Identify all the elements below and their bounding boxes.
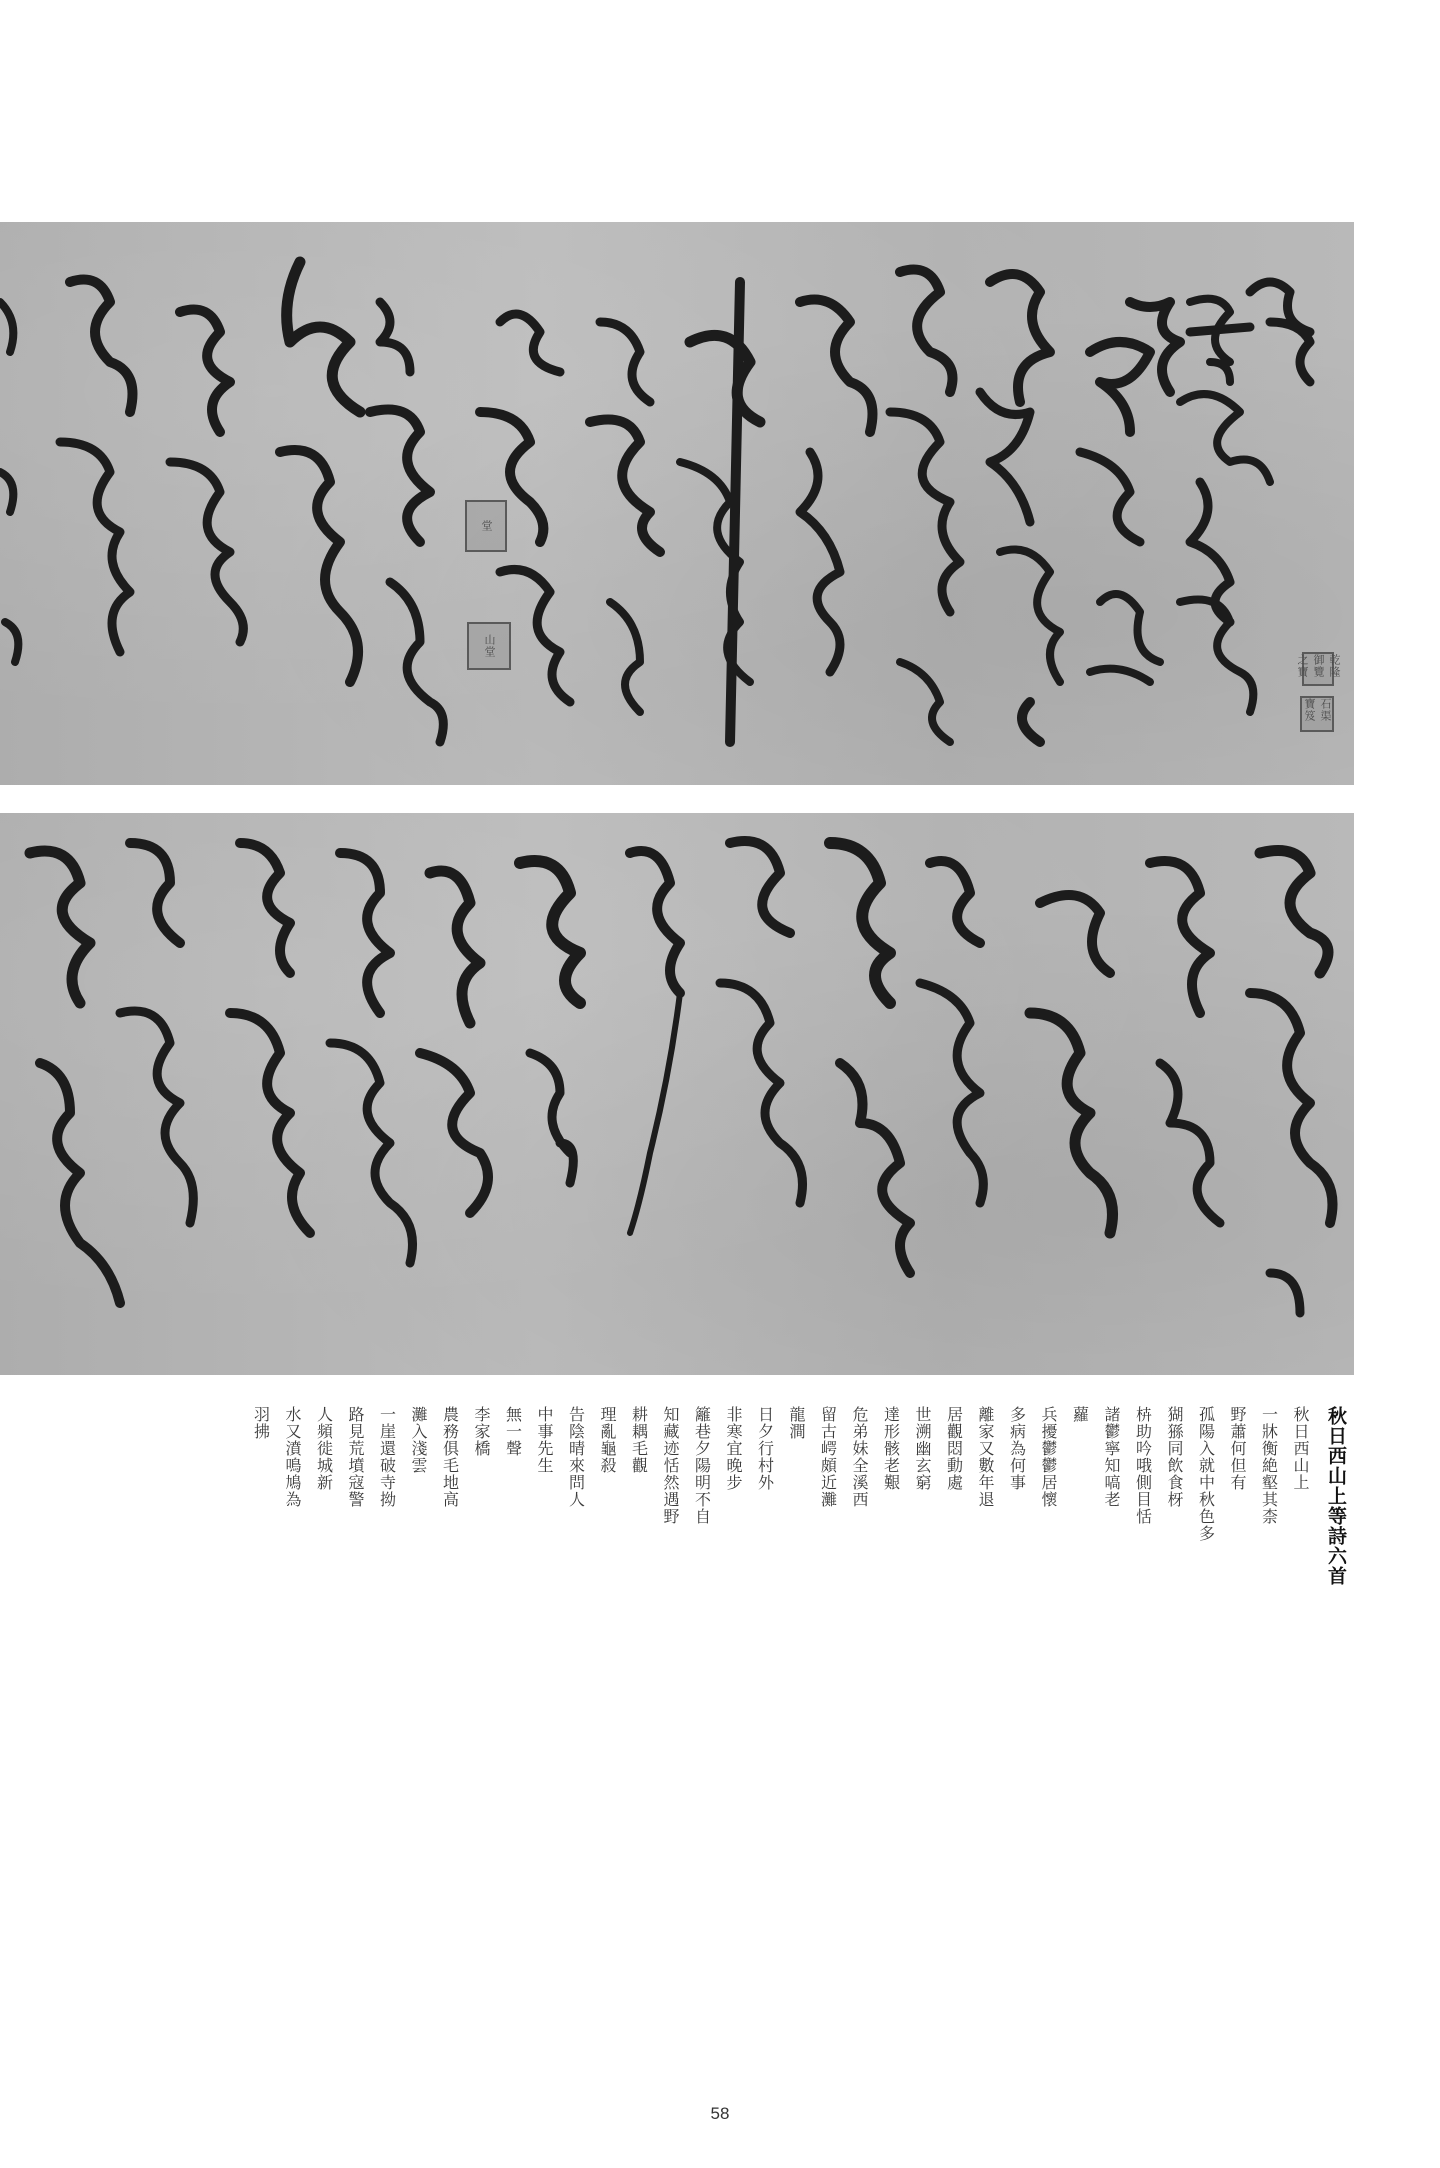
transcription-line: 居觀悶動處	[944, 1406, 964, 1491]
seal-inscription: 乾隆御覽之寶	[1296, 654, 1341, 678]
collector-seal	[1296, 652, 1341, 686]
transcription-line: 人頻徙城新	[314, 1406, 334, 1491]
transcription-line: 猢猻同飲食枒	[1165, 1406, 1184, 1508]
transcription-line: 中事先生	[535, 1406, 554, 1474]
transcription-line: 達形骸老艱	[881, 1406, 901, 1491]
transcription-line: 一崖還破寺拗	[377, 1406, 397, 1508]
transcription-line: 秋日西山上	[1291, 1406, 1310, 1491]
transcription-line: 蘿	[1070, 1406, 1090, 1423]
transcription-line: 多病為何事	[1007, 1406, 1027, 1491]
transcription-line: 非寒宜晚步	[724, 1406, 743, 1491]
transcription-line: 世溯幽玄窮	[913, 1406, 932, 1491]
transcription-line: 無一聲	[503, 1406, 523, 1457]
transcription-line: 危弟妹全溪西	[850, 1406, 869, 1508]
transcription-line: 孤陽入就中秋色多	[1196, 1406, 1216, 1542]
calligraphy-scroll-top	[0, 222, 1354, 785]
transcription-line: 枿助吟哦側目恬	[1133, 1406, 1153, 1525]
transcription-line: 籬巷夕陽明不自	[692, 1406, 712, 1525]
calligraphy-scroll-bottom	[0, 813, 1354, 1375]
transcription-line: 理亂龜殺	[598, 1406, 617, 1474]
collector-seal	[1300, 696, 1334, 732]
transcription-line: 路見荒墳寇警	[346, 1406, 365, 1508]
transcription-title: 秋日西山上等詩六首	[1325, 1406, 1347, 1586]
transcription-line: 李家橋	[472, 1406, 491, 1457]
transcription-line: 羽拂	[251, 1406, 271, 1440]
transcription-line: 日夕行村外	[755, 1406, 775, 1491]
transcription-block	[245, 1406, 1350, 1826]
page-number: 58	[710, 2104, 730, 2123]
collector-seal	[467, 622, 511, 670]
cursive-script-brushwork-top	[0, 222, 1354, 785]
transcription-line: 諸鬱寧知嗃老	[1102, 1406, 1121, 1508]
transcription-line: 留古崿頗近灘	[818, 1406, 838, 1508]
transcription-line: 農務俱毛地高	[440, 1406, 460, 1508]
transcription-line: 野蕭何但有	[1228, 1406, 1247, 1491]
transcription-line: 兵擾鬱鬱居懷	[1039, 1406, 1058, 1508]
seal-inscription: 堂	[480, 520, 493, 532]
transcription-line: 耕耦毛觀	[629, 1406, 649, 1474]
collector-seal	[465, 500, 507, 552]
transcription-line: 離家又數年退	[976, 1406, 995, 1508]
transcription-line: 水又濆鳴鳩為	[283, 1406, 302, 1508]
cursive-script-brushwork-bottom	[0, 813, 1354, 1375]
transcription-line: 一牀衡絶壑其柰	[1259, 1406, 1279, 1525]
seal-inscription: 石渠寶笈	[1303, 698, 1332, 722]
transcription-line: 龍澗	[787, 1406, 806, 1440]
transcription-line: 知藏迹恬然遇野	[661, 1406, 680, 1525]
seal-inscription: 山堂	[483, 634, 496, 658]
transcription-line: 告陰晴來問人	[566, 1406, 586, 1508]
transcription-line: 灘入淺雲	[409, 1406, 428, 1474]
